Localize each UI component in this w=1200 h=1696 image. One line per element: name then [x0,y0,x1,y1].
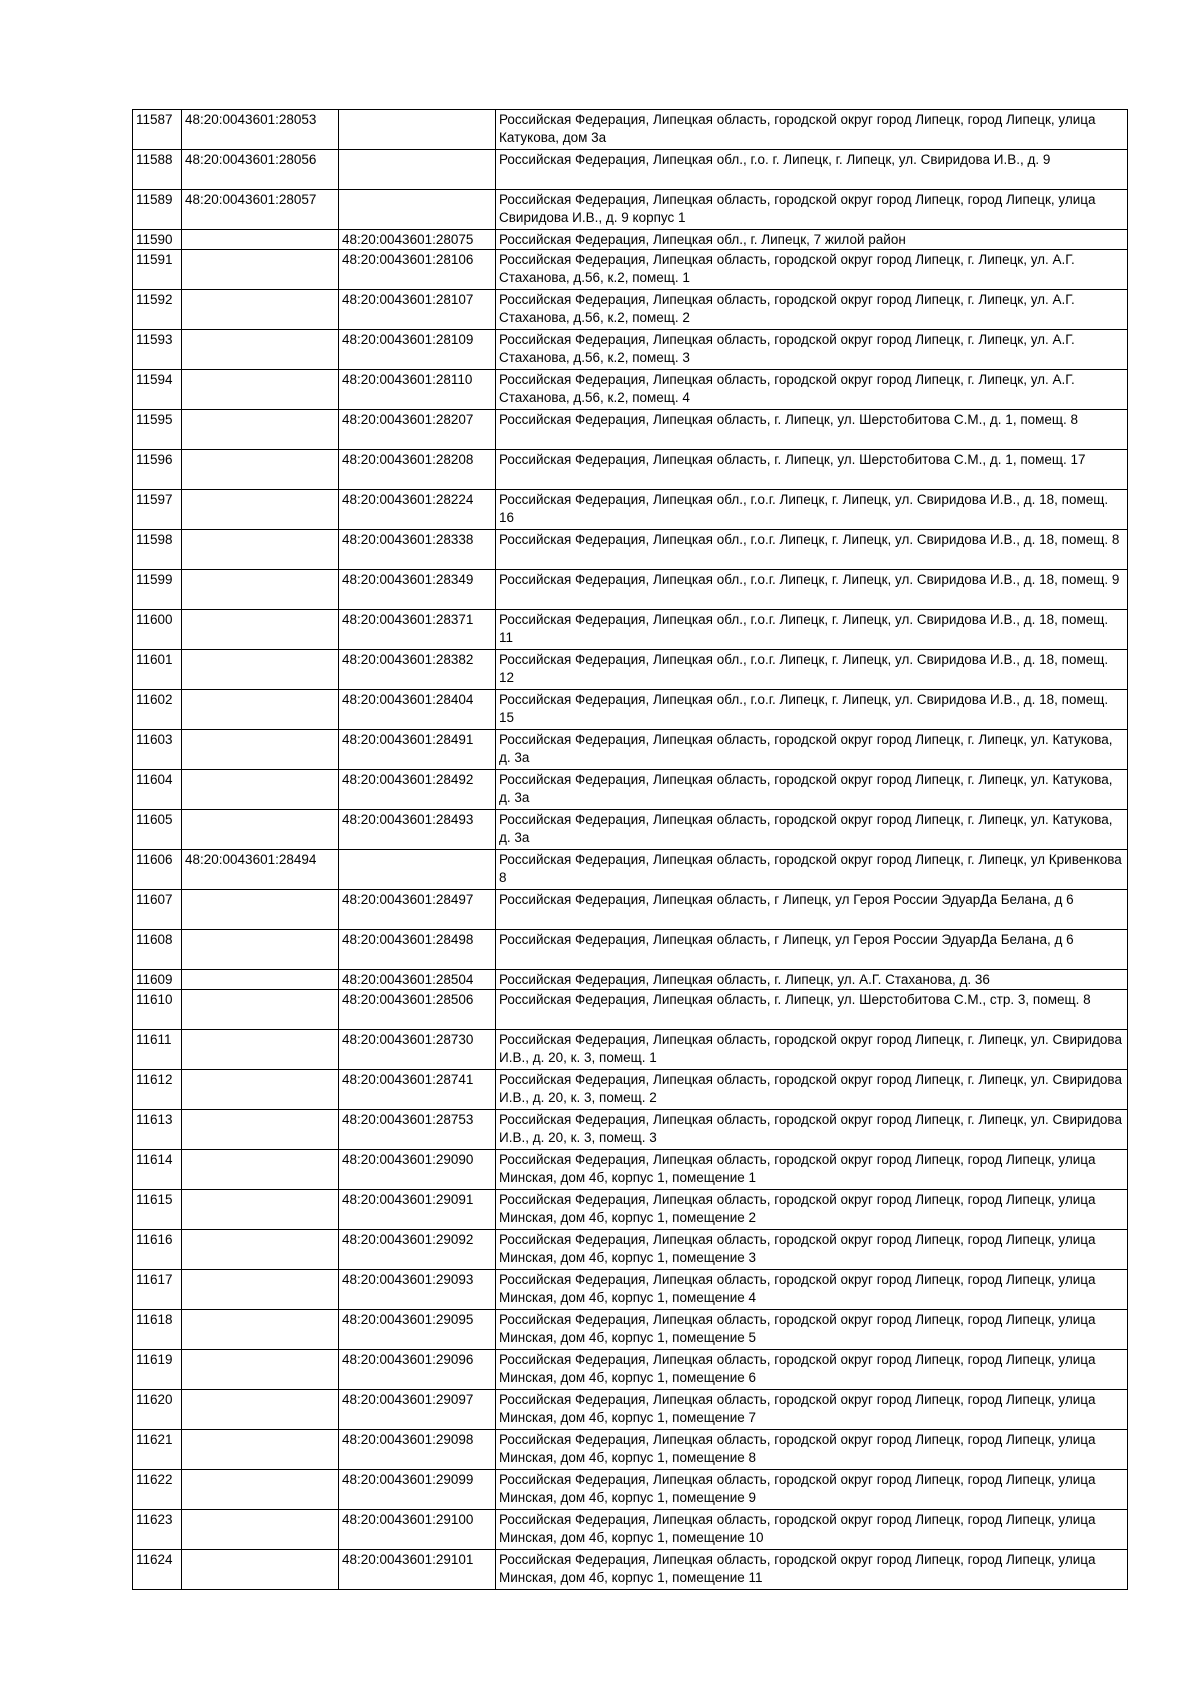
cadastral-number-cell [182,770,339,810]
row-number-cell: 11621 [133,1430,182,1470]
cadastral-number-cell: 48:20:0043601:28057 [182,190,339,230]
address-cell: Российская Федерация, Липецкая обл., г.о.г. Липецк, г. Липецк, ул. Свиридова И.В., д. 18, помещ. 8 [496,530,1128,570]
address-cell: Российская Федерация, Липецкая область, г Липецк, ул Героя России ЭдуарДа Белана, д 6 [496,930,1128,970]
row-number-cell: 11618 [133,1310,182,1350]
parent-cadastral-number-cell [339,150,496,190]
parent-cadastral-number-cell: 48:20:0043601:29099 [339,1470,496,1510]
table-row [133,110,1128,150]
cadastral-number-cell: 48:20:0043601:28053 [182,110,339,150]
parent-cadastral-number-cell: 48:20:0043601:29100 [339,1510,496,1550]
table-row [133,890,1128,930]
address-cell: Российская Федерация, Липецкая область, г. Липецк, ул. Шерстобитова С.М., д. 1, помещ. 8 [496,410,1128,450]
address-cell: Российская Федерация, Липецкая область, г. Липецк, ул. Шерстобитова С.М., д. 1, помещ. 17 [496,450,1128,490]
table-row [133,410,1128,450]
cadastral-number-cell [182,450,339,490]
cadastral-number-cell [182,690,339,730]
address-cell: Российская Федерация, Липецкая область, городской округ город Липецк, город Липецк, улица Минская, дом 4б, корпус 1, помещение 4 [496,1270,1128,1310]
address-cell: Российская Федерация, Липецкая область, городской округ город Липецк, г. Липецк, ул. Свиридова И.В., д. 20, к. 3, помещ. 2 [496,1070,1128,1110]
row-number-cell: 11620 [133,1390,182,1430]
table-row [133,1310,1128,1350]
address-cell: Российская Федерация, Липецкая обл., г.о.г. Липецк, г. Липецк, ул. Свиридова И.В., д. 18, помещ. 12 [496,650,1128,690]
parent-cadastral-number-cell: 48:20:0043601:28506 [339,990,496,1030]
cadastral-number-cell: 48:20:0043601:28494 [182,850,339,890]
cadastral-number-cell [182,1070,339,1110]
parent-cadastral-number-cell [339,190,496,230]
address-cell: Российская Федерация, Липецкая область, городской округ город Липецк, город Липецк, улица Минская, дом 4б, корпус 1, помещение 2 [496,1190,1128,1230]
address-cell: Российская Федерация, Липецкая область, городской округ город Липецк, г. Липецк, ул. Свиридова И.В., д. 20, к. 3, помещ. 1 [496,1030,1128,1070]
row-number-cell: 11604 [133,770,182,810]
row-number-cell: 11622 [133,1470,182,1510]
parent-cadastral-number-cell [339,110,496,150]
row-number-cell: 11603 [133,730,182,770]
address-cell: Российская Федерация, Липецкая обл., г. Липецк, 7 жилой район [496,230,1128,250]
table-row [133,190,1128,230]
row-number-cell: 11591 [133,250,182,290]
table-row [133,650,1128,690]
row-number-cell: 11590 [133,230,182,250]
address-cell: Российская Федерация, Липецкая область, городской округ город Липецк, г. Липецк, ул. А.Г. Стаханова, д.56, к.2, помещ. 3 [496,330,1128,370]
parent-cadastral-number-cell: 48:20:0043601:28497 [339,890,496,930]
table-row [133,370,1128,410]
parent-cadastral-number-cell: 48:20:0043601:28753 [339,1110,496,1150]
row-number-cell: 11616 [133,1230,182,1270]
parent-cadastral-number-cell: 48:20:0043601:28491 [339,730,496,770]
cadastral-number-cell [182,730,339,770]
cadastral-number-cell [182,1150,339,1190]
row-number-cell: 11607 [133,890,182,930]
parent-cadastral-number-cell: 48:20:0043601:29093 [339,1270,496,1310]
cadastral-number-cell [182,570,339,610]
row-number-cell: 11610 [133,990,182,1030]
parent-cadastral-number-cell: 48:20:0043601:28404 [339,690,496,730]
table-row [133,1270,1128,1310]
row-number-cell: 11609 [133,970,182,990]
parent-cadastral-number-cell: 48:20:0043601:29090 [339,1150,496,1190]
cadastral-number-cell [182,1270,339,1310]
parent-cadastral-number-cell: 48:20:0043601:28498 [339,930,496,970]
parent-cadastral-number-cell: 48:20:0043601:29101 [339,1550,496,1590]
table-row [133,330,1128,370]
row-number-cell: 11602 [133,690,182,730]
row-number-cell: 11613 [133,1110,182,1150]
cadastral-number-cell [182,530,339,570]
row-number-cell: 11605 [133,810,182,850]
cadastral-number-cell [182,890,339,930]
table-row [133,1390,1128,1430]
cadastral-number-cell [182,1470,339,1510]
table-row [133,570,1128,610]
parent-cadastral-number-cell: 48:20:0043601:28741 [339,1070,496,1110]
address-cell: Российская Федерация, Липецкая область, городской округ город Липецк, город Липецк, улица Минская, дом 4б, корпус 1, помещение 7 [496,1390,1128,1430]
address-cell: Российская Федерация, Липецкая обл., г.о.г. Липецк, г. Липецк, ул. Свиридова И.В., д. 18, помещ. 15 [496,690,1128,730]
address-cell: Российская Федерация, Липецкая обл., г.о.г. Липецк, г. Липецк, ул. Свиридова И.В., д. 18, помещ. 9 [496,570,1128,610]
address-cell: Российская Федерация, Липецкая область, городской округ город Липецк, город Липецк, улица Свиридова И.В., д. 9 корпус 1 [496,190,1128,230]
address-cell: Российская Федерация, Липецкая обл., г.о. г. Липецк, г. Липецк, ул. Свиридова И.В., д. 9 [496,150,1128,190]
cadastral-number-cell [182,410,339,450]
parent-cadastral-number-cell: 48:20:0043601:28110 [339,370,496,410]
row-number-cell: 11614 [133,1150,182,1190]
cadastral-number-cell: 48:20:0043601:28056 [182,150,339,190]
table-row [133,990,1128,1030]
cadastral-number-cell [182,1430,339,1470]
cadastral-number-cell [182,650,339,690]
row-number-cell: 11593 [133,330,182,370]
address-cell: Российская Федерация, Липецкая область, городской округ город Липецк, город Липецк, улица Минская, дом 4б, корпус 1, помещение 5 [496,1310,1128,1350]
table-row [133,1190,1128,1230]
address-cell: Российская Федерация, Липецкая область, городской округ город Липецк, город Липецк, улица Катукова, дом 3а [496,110,1128,150]
parent-cadastral-number-cell: 48:20:0043601:29091 [339,1190,496,1230]
table-row [133,1550,1128,1590]
cadastral-number-cell [182,330,339,370]
cadastral-number-cell [182,370,339,410]
address-cell: Российская Федерация, Липецкая область, городской округ город Липецк, город Липецк, улица Минская, дом 4б, корпус 1, помещение 3 [496,1230,1128,1270]
parent-cadastral-number-cell: 48:20:0043601:28493 [339,810,496,850]
row-number-cell: 11617 [133,1270,182,1310]
row-number-cell: 11615 [133,1190,182,1230]
cadastral-number-cell [182,1110,339,1150]
parent-cadastral-number-cell: 48:20:0043601:29097 [339,1390,496,1430]
row-number-cell: 11623 [133,1510,182,1550]
cadastral-number-cell [182,290,339,330]
address-cell: Российская Федерация, Липецкая область, городской округ город Липецк, город Липецк, улица Минская, дом 4б, корпус 1, помещение 9 [496,1470,1128,1510]
parent-cadastral-number-cell: 48:20:0043601:28109 [339,330,496,370]
row-number-cell: 11624 [133,1550,182,1590]
address-cell: Российская Федерация, Липецкая область, г Липецк, ул Героя России ЭдуарДа Белана, д 6 [496,890,1128,930]
cadastral-number-cell [182,610,339,650]
address-cell: Российская Федерация, Липецкая область, городской округ город Липецк, город Липецк, улица Минская, дом 4б, корпус 1, помещение 1 [496,1150,1128,1190]
registry-table-body [133,110,1128,1590]
table-row [133,610,1128,650]
table-row [133,1230,1128,1270]
parent-cadastral-number-cell: 48:20:0043601:29095 [339,1310,496,1350]
table-row [133,530,1128,570]
table-row [133,1350,1128,1390]
row-number-cell: 11606 [133,850,182,890]
address-cell: Российская Федерация, Липецкая область, г. Липецк, ул. А.Г. Стаханова, д. 36 [496,970,1128,990]
row-number-cell: 11619 [133,1350,182,1390]
table-row [133,450,1128,490]
address-cell: Российская Федерация, Липецкая обл., г.о.г. Липецк, г. Липецк, ул. Свиридова И.В., д. 18, помещ. 11 [496,610,1128,650]
parent-cadastral-number-cell: 48:20:0043601:29098 [339,1430,496,1470]
table-row [133,150,1128,190]
table-row [133,250,1128,290]
parent-cadastral-number-cell: 48:20:0043601:28349 [339,570,496,610]
table-row [133,230,1128,250]
row-number-cell: 11598 [133,530,182,570]
row-number-cell: 11588 [133,150,182,190]
table-row [133,930,1128,970]
cadastral-number-cell [182,1550,339,1590]
table-row [133,1110,1128,1150]
table-row [133,1470,1128,1510]
parent-cadastral-number-cell: 48:20:0043601:28338 [339,530,496,570]
cadastral-number-cell [182,250,339,290]
table-row [133,730,1128,770]
address-cell: Российская Федерация, Липецкая область, городской округ город Липецк, г. Липецк, ул. Катукова, д. 3а [496,770,1128,810]
parent-cadastral-number-cell: 48:20:0043601:28075 [339,230,496,250]
parent-cadastral-number-cell [339,850,496,890]
address-cell: Российская Федерация, Липецкая область, городской округ город Липецк, город Липецк, улица Минская, дом 4б, корпус 1, помещение 11 [496,1550,1128,1590]
row-number-cell: 11608 [133,930,182,970]
table-row [133,1510,1128,1550]
address-cell: Российская Федерация, Липецкая область, г. Липецк, ул. Шерстобитова С.М., стр. 3, помещ. 8 [496,990,1128,1030]
cadastral-number-cell [182,1030,339,1070]
parent-cadastral-number-cell: 48:20:0043601:28208 [339,450,496,490]
table-row [133,1150,1128,1190]
parent-cadastral-number-cell: 48:20:0043601:29092 [339,1230,496,1270]
cadastral-number-cell [182,230,339,250]
row-number-cell: 11611 [133,1030,182,1070]
table-row [133,690,1128,730]
row-number-cell: 11587 [133,110,182,150]
row-number-cell: 11596 [133,450,182,490]
address-cell: Российская Федерация, Липецкая область, городской округ город Липецк, г. Липецк, ул. Свиридова И.В., д. 20, к. 3, помещ. 3 [496,1110,1128,1150]
table-row [133,850,1128,890]
table-row [133,810,1128,850]
address-cell: Российская Федерация, Липецкая область, городской округ город Липецк, город Липецк, улица Минская, дом 4б, корпус 1, помещение 10 [496,1510,1128,1550]
cadastral-number-cell [182,990,339,1030]
cadastral-number-cell [182,970,339,990]
cadastral-number-cell [182,1350,339,1390]
table-row [133,490,1128,530]
table-row [133,1070,1128,1110]
parent-cadastral-number-cell: 48:20:0043601:28504 [339,970,496,990]
row-number-cell: 11600 [133,610,182,650]
parent-cadastral-number-cell: 48:20:0043601:28107 [339,290,496,330]
parent-cadastral-number-cell: 48:20:0043601:28492 [339,770,496,810]
parent-cadastral-number-cell: 48:20:0043601:28106 [339,250,496,290]
parent-cadastral-number-cell: 48:20:0043601:29096 [339,1350,496,1390]
cadastral-number-cell [182,1510,339,1550]
address-cell: Российская Федерация, Липецкая область, городской округ город Липецк, город Липецк, улица Минская, дом 4б, корпус 1, помещение 6 [496,1350,1128,1390]
row-number-cell: 11592 [133,290,182,330]
table-row [133,290,1128,330]
parent-cadastral-number-cell: 48:20:0043601:28382 [339,650,496,690]
table-row [133,970,1128,990]
row-number-cell: 11597 [133,490,182,530]
cadastral-number-cell [182,1310,339,1350]
row-number-cell: 11595 [133,410,182,450]
row-number-cell: 11612 [133,1070,182,1110]
address-cell: Российская Федерация, Липецкая область, городской округ город Липецк, город Липецк, улица Минская, дом 4б, корпус 1, помещение 8 [496,1430,1128,1470]
address-cell: Российская Федерация, Липецкая область, городской округ город Липецк, г. Липецк, ул Кривенкова 8 [496,850,1128,890]
address-cell: Российская Федерация, Липецкая область, городской округ город Липецк, г. Липецк, ул. А.Г. Стаханова, д.56, к.2, помещ. 1 [496,250,1128,290]
parent-cadastral-number-cell: 48:20:0043601:28371 [339,610,496,650]
address-cell: Российская Федерация, Липецкая область, городской округ город Липецк, г. Липецк, ул. А.Г. Стаханова, д.56, к.2, помещ. 4 [496,370,1128,410]
row-number-cell: 11599 [133,570,182,610]
table-row [133,1030,1128,1070]
address-cell: Российская Федерация, Липецкая обл., г.о.г. Липецк, г. Липецк, ул. Свиридова И.В., д. 18, помещ. 16 [496,490,1128,530]
row-number-cell: 11594 [133,370,182,410]
parent-cadastral-number-cell: 48:20:0043601:28730 [339,1030,496,1070]
cadastral-number-cell [182,810,339,850]
address-cell: Российская Федерация, Липецкая область, городской округ город Липецк, г. Липецк, ул. А.Г. Стаханова, д.56, к.2, помещ. 2 [496,290,1128,330]
address-cell: Российская Федерация, Липецкая область, городской округ город Липецк, г. Липецк, ул. Катукова, д. 3а [496,810,1128,850]
cadastral-number-cell [182,930,339,970]
table-row [133,770,1128,810]
address-cell: Российская Федерация, Липецкая область, городской округ город Липецк, г. Липецк, ул. Катукова, д. 3а [496,730,1128,770]
row-number-cell: 11589 [133,190,182,230]
parent-cadastral-number-cell: 48:20:0043601:28224 [339,490,496,530]
row-number-cell: 11601 [133,650,182,690]
registry-table [132,109,1128,1590]
cadastral-number-cell [182,1190,339,1230]
cadastral-number-cell [182,490,339,530]
cadastral-number-cell [182,1230,339,1270]
table-row [133,1430,1128,1470]
parent-cadastral-number-cell: 48:20:0043601:28207 [339,410,496,450]
cadastral-number-cell [182,1390,339,1430]
